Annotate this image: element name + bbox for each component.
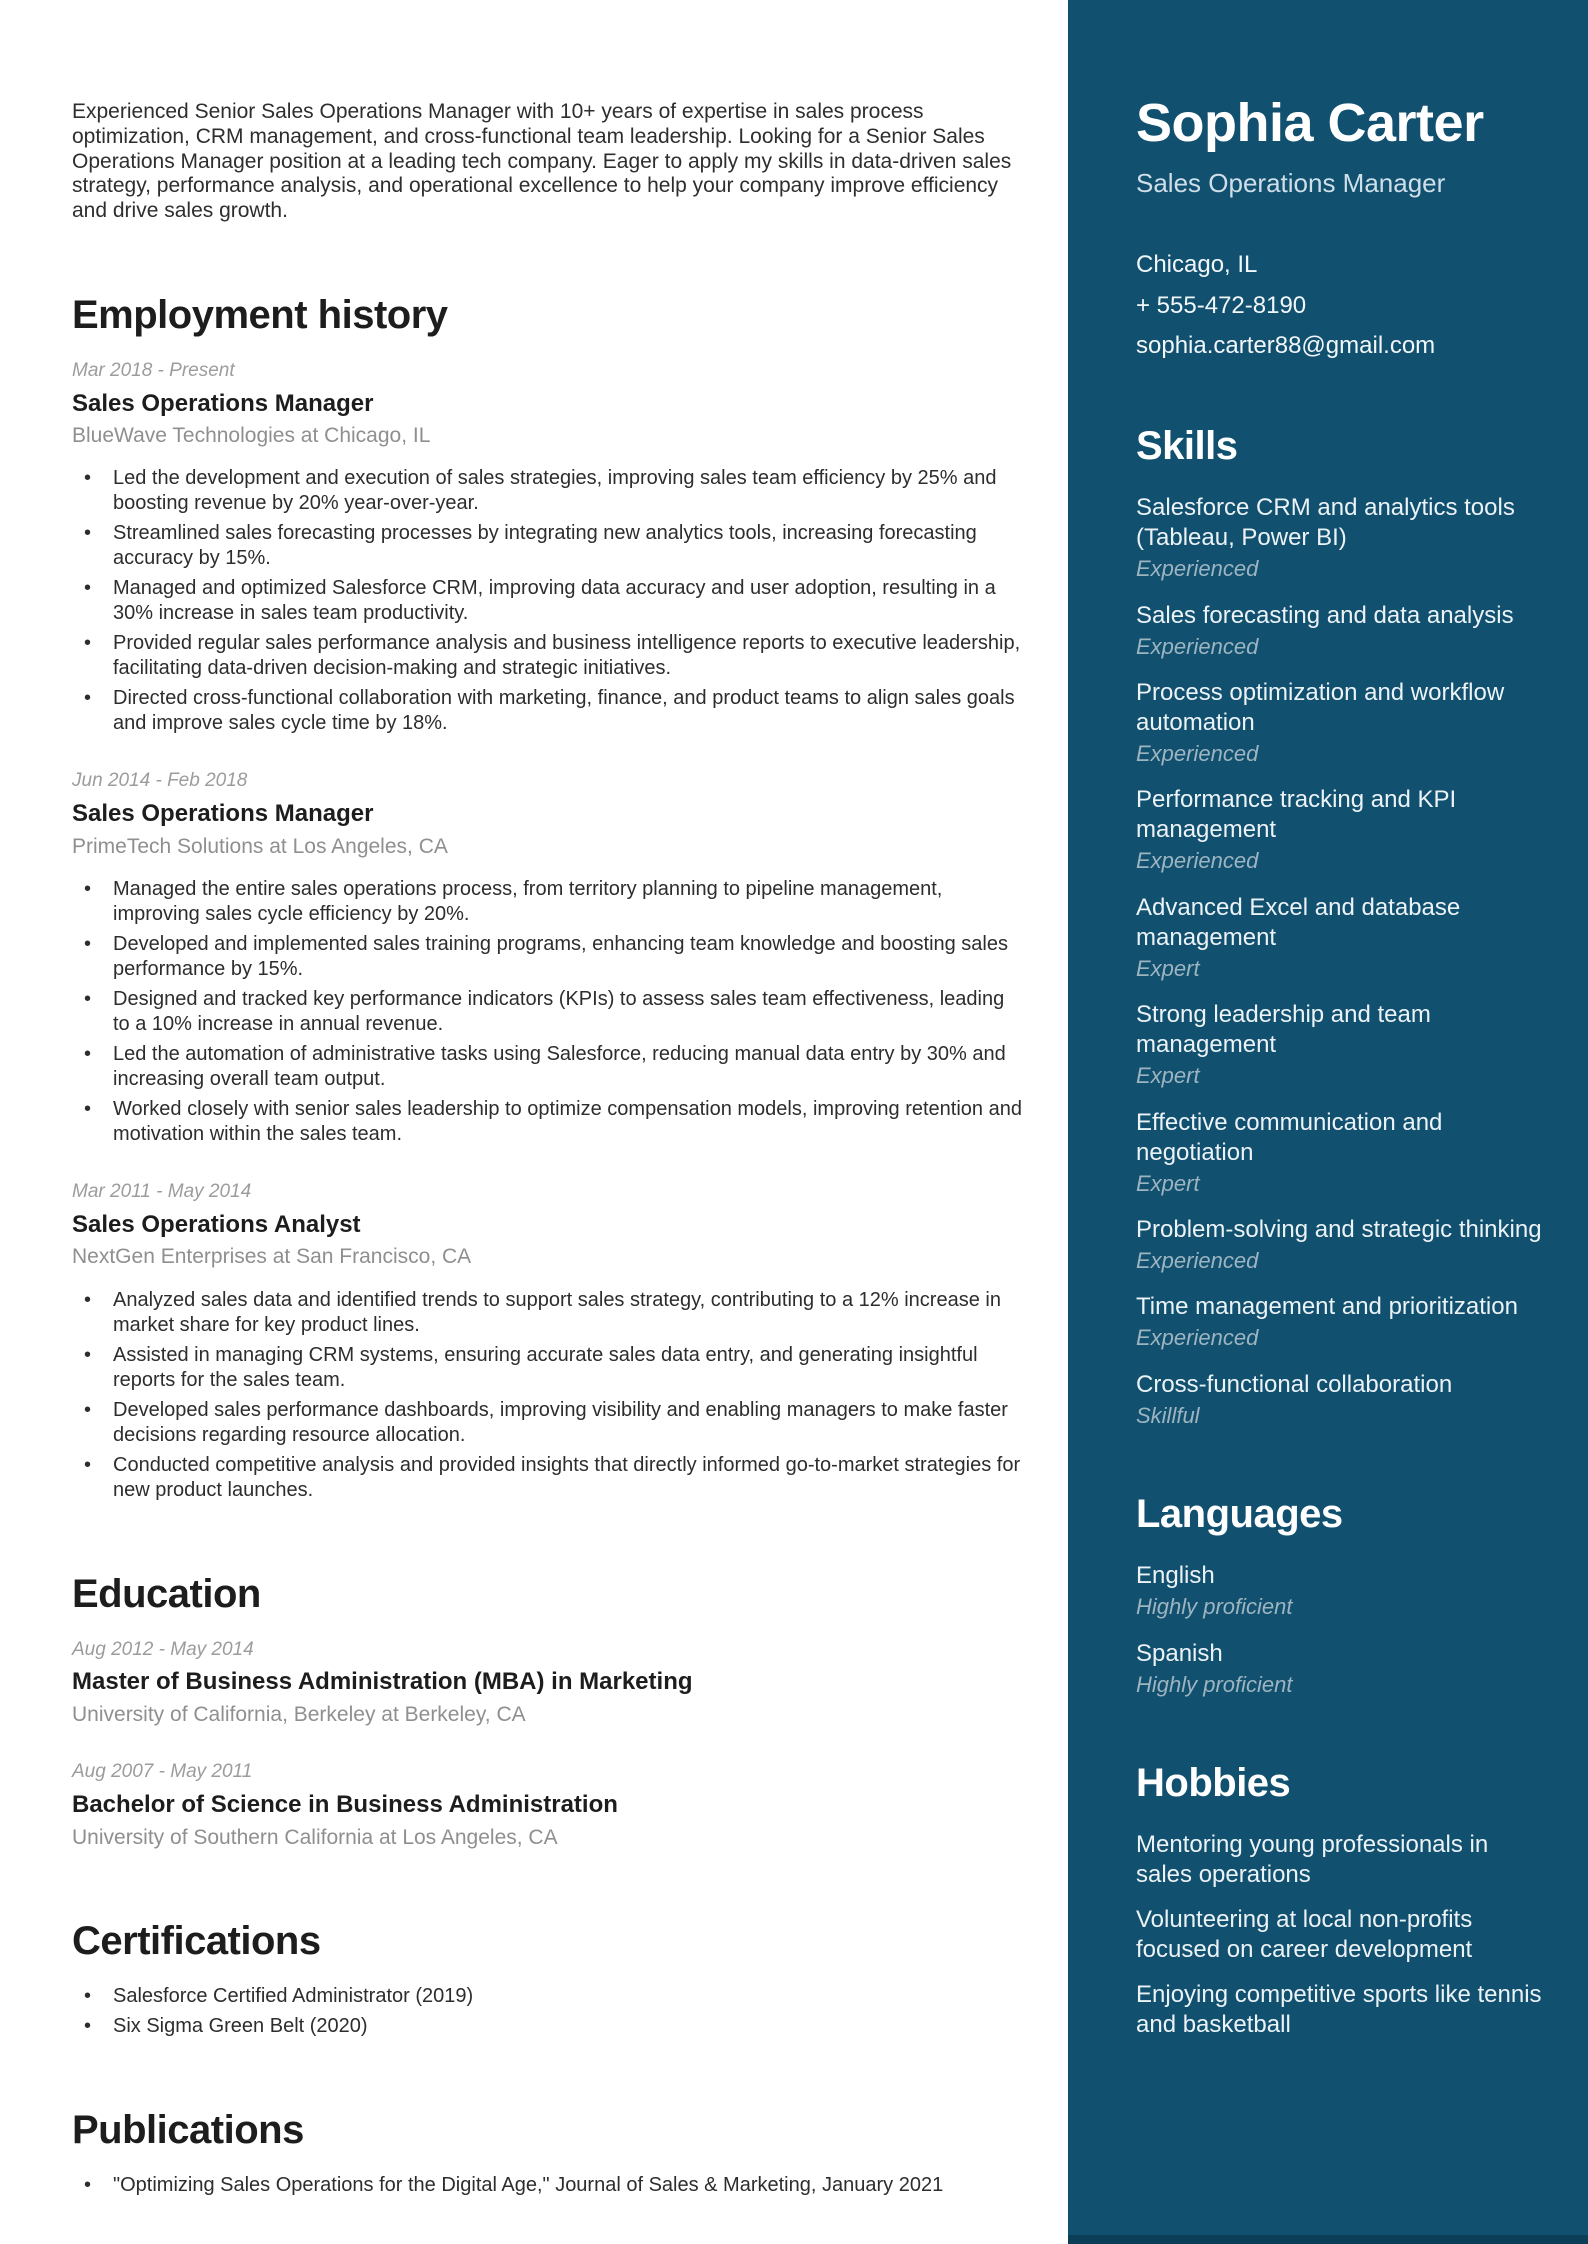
language-entry <box>1136 1639 1542 1698</box>
job-dates: Jun 2014 - Feb 2018 <box>72 770 248 792</box>
skills-heading: Skills <box>1136 424 1238 469</box>
contact-block <box>1136 251 1542 361</box>
skill-name: Sales forecasting and data analysis <box>1136 601 1514 629</box>
skill-name: Cross-functional collaboration <box>1136 1370 1453 1398</box>
bullet-item: • Designed and tracked key performance indicators (KPIs) to assess sales team effectiveness, leading to a 10% increase in annual revenue. <box>72 987 1024 1037</box>
certification-item: • Salesforce Certified Administrator (2019) <box>72 1984 1024 2009</box>
hobbies-heading: Hobbies <box>1136 1760 1291 1805</box>
skill-entry <box>1136 493 1542 582</box>
bullet-item: • Developed sales performance dashboards, improving visibility and enabling managers to make faster decisions regarding resource allocation. <box>72 1398 1024 1448</box>
language-level: Highly proficient <box>1136 1671 1293 1697</box>
skill-level: Skillful <box>1136 1402 1200 1428</box>
bullet-item: • Conducted competitive analysis and provided insights that directly informed go-to-market strategies for new product launches. <box>72 1453 1024 1503</box>
job-dates: Mar 2018 - Present <box>72 359 235 381</box>
education-degree: Bachelor of Science in Business Administration <box>72 1790 618 1818</box>
person-name: Sophia Carter <box>1136 93 1484 153</box>
job-bullet-list <box>72 466 1034 736</box>
skill-entry <box>1136 678 1542 767</box>
bullet-item: • Managed the entire sales operations process, from territory planning to pipeline management, improving sales cycle efficiency by 20%. <box>72 877 1024 927</box>
education-school: University of Southern California at Los Angeles, CA <box>72 1825 558 1849</box>
job-dates: Mar 2011 - May 2014 <box>72 1180 252 1202</box>
bullet-item: • Managed and optimized Salesforce CRM, improving data accuracy and user adoption, resulting in a 30% increase in sales team productivity. <box>72 576 1024 626</box>
hobby-entry: Volunteering at local non-profits focused on career development <box>1136 1905 1473 1963</box>
bullet-item: • Streamlined sales forecasting processes by integrating new analytics tools, increasing forecasting accuracy by 15%. <box>72 521 1024 571</box>
contact-location: Chicago, IL <box>1136 250 1258 278</box>
contact-email: sophia.carter88@gmail.com <box>1136 332 1436 360</box>
publications-heading: Publications <box>72 2107 304 2152</box>
bullet-item: • Assisted in managing CRM systems, ensuring accurate sales data entry, and generating insightful reports for the sales team. <box>72 1343 1024 1393</box>
job-title: Sales Operations Analyst <box>72 1210 361 1238</box>
hobby-entry: Mentoring young professionals in sales operations <box>1136 1830 1489 1888</box>
skill-level: Experienced <box>1136 848 1259 874</box>
bullet-item: • Provided regular sales performance analysis and business intelligence reports to executive leadership, facilitating data-driven decision-making and strategic initiatives. <box>72 631 1024 681</box>
job-title: Sales Operations Manager <box>72 800 374 828</box>
skill-level: Experienced <box>1136 741 1259 767</box>
education-school: University of California, Berkeley at Berkeley, CA <box>72 1702 526 1726</box>
hobby-entry: Enjoying competitive sports like tennis and basketball <box>1136 1980 1542 2038</box>
skill-level: Expert <box>1136 1063 1200 1089</box>
skill-name: Time management and prioritization <box>1136 1293 1518 1321</box>
job-company: NextGen Enterprises at San Francisco, CA <box>72 1245 472 1269</box>
skill-entry <box>1136 1000 1542 1089</box>
certifications-heading: Certifications <box>72 1918 321 1963</box>
job-entry <box>72 770 1034 1147</box>
contact-phone: + 555-472-8190 <box>1136 291 1307 319</box>
language-level: Highly proficient <box>1136 1594 1293 1620</box>
publications-list <box>72 2173 1034 2198</box>
bullet-item: • Led the automation of administrative tasks using Salesforce, reducing manual data entry by 30% and increasing overall team output. <box>72 1042 1024 1092</box>
job-bullet-list <box>72 877 1034 1147</box>
education-heading: Education <box>72 1571 261 1616</box>
education-dates: Aug 2012 - May 2014 <box>72 1638 254 1660</box>
education-dates: Aug 2007 - May 2011 <box>72 1761 253 1783</box>
education-entry <box>72 1639 1034 1728</box>
person-role: Sales Operations Manager <box>1136 167 1446 198</box>
job-entry <box>72 360 1034 737</box>
skill-entry <box>1136 1292 1542 1351</box>
bullet-item: • Directed cross-functional collaboration with marketing, finance, and product teams to align sales goals and improve sales cycle time by 18%. <box>72 686 1024 736</box>
skill-entry <box>1136 1215 1542 1274</box>
language-name: Spanish <box>1136 1639 1223 1667</box>
skill-entry <box>1136 893 1542 982</box>
skill-entry <box>1136 1108 1542 1197</box>
skill-name: Performance tracking and KPI management <box>1136 786 1457 844</box>
skill-level: Experienced <box>1136 556 1259 582</box>
language-name: English <box>1136 1562 1215 1590</box>
skill-entry <box>1136 1370 1542 1429</box>
job-company: BlueWave Technologies at Chicago, IL <box>72 424 431 448</box>
employment-history-heading: Employment history <box>72 292 448 337</box>
skill-name: Strong leadership and team management <box>1136 1001 1431 1059</box>
skill-level: Experienced <box>1136 1325 1259 1351</box>
job-title: Sales Operations Manager <box>72 389 374 417</box>
bullet-item: • Led the development and execution of sales strategies, improving sales team efficiency by 25% and boosting revenue by 20% year-over-year. <box>72 466 1024 516</box>
skill-level: Expert <box>1136 1170 1200 1196</box>
skill-level: Experienced <box>1136 1248 1259 1273</box>
resume-sidebar <box>1068 0 1588 2244</box>
certification-item: • Six Sigma Green Belt (2020) <box>72 2014 1024 2039</box>
skill-name: Salesforce CRM and analytics tools (Tableau, Power BI) <box>1136 494 1515 552</box>
publication-item: • "Optimizing Sales Operations for the Digital Age," Journal of Sales & Marketing, January 2021 <box>72 2173 1024 2198</box>
bullet-item: • Analyzed sales data and identified trends to support sales strategy, contributing to a 12% increase in market share for key product lines. <box>72 1288 1024 1338</box>
education-entry <box>72 1761 1034 1850</box>
job-company: PrimeTech Solutions at Los Angeles, CA <box>72 834 448 858</box>
skill-entry <box>1136 601 1542 660</box>
language-entry <box>1136 1561 1542 1620</box>
bullet-item: • Developed and implemented sales training programs, enhancing team knowledge and boosting sales performance by 15%. <box>72 932 1024 982</box>
skill-name: Advanced Excel and database management <box>1136 893 1461 951</box>
skill-level: Expert <box>1136 955 1200 981</box>
skill-name: Effective communication and negotiation <box>1136 1108 1443 1166</box>
education-degree: Master of Business Administration (MBA) in Marketing <box>72 1668 693 1696</box>
languages-heading: Languages <box>1136 1492 1343 1537</box>
skill-name: Problem-solving and strategic thinking <box>1136 1216 1542 1243</box>
skill-level: Experienced <box>1136 633 1259 659</box>
profile-summary: Experienced Senior Sales Operations Manager with 10+ years of expertise in sales process optimization, CRM management, and cross-functional team leadership. Looking for a Senior Sales Operations Manager position at a leading tech company. Eager to apply my skills in data-driven sales strategy, performance analysis, and operational excellence to help your company improve efficiency and drive sales growth. <box>72 100 1012 223</box>
bullet-item: • Worked closely with senior sales leadership to optimize compensation models, improving retention and motivation within the sales team. <box>72 1097 1024 1147</box>
job-entry <box>72 1181 1034 1503</box>
skill-entry <box>1136 785 1542 874</box>
job-bullet-list <box>72 1288 1034 1503</box>
certifications-list <box>72 1984 1034 2039</box>
skill-name: Process optimization and workflow automation <box>1136 679 1505 737</box>
